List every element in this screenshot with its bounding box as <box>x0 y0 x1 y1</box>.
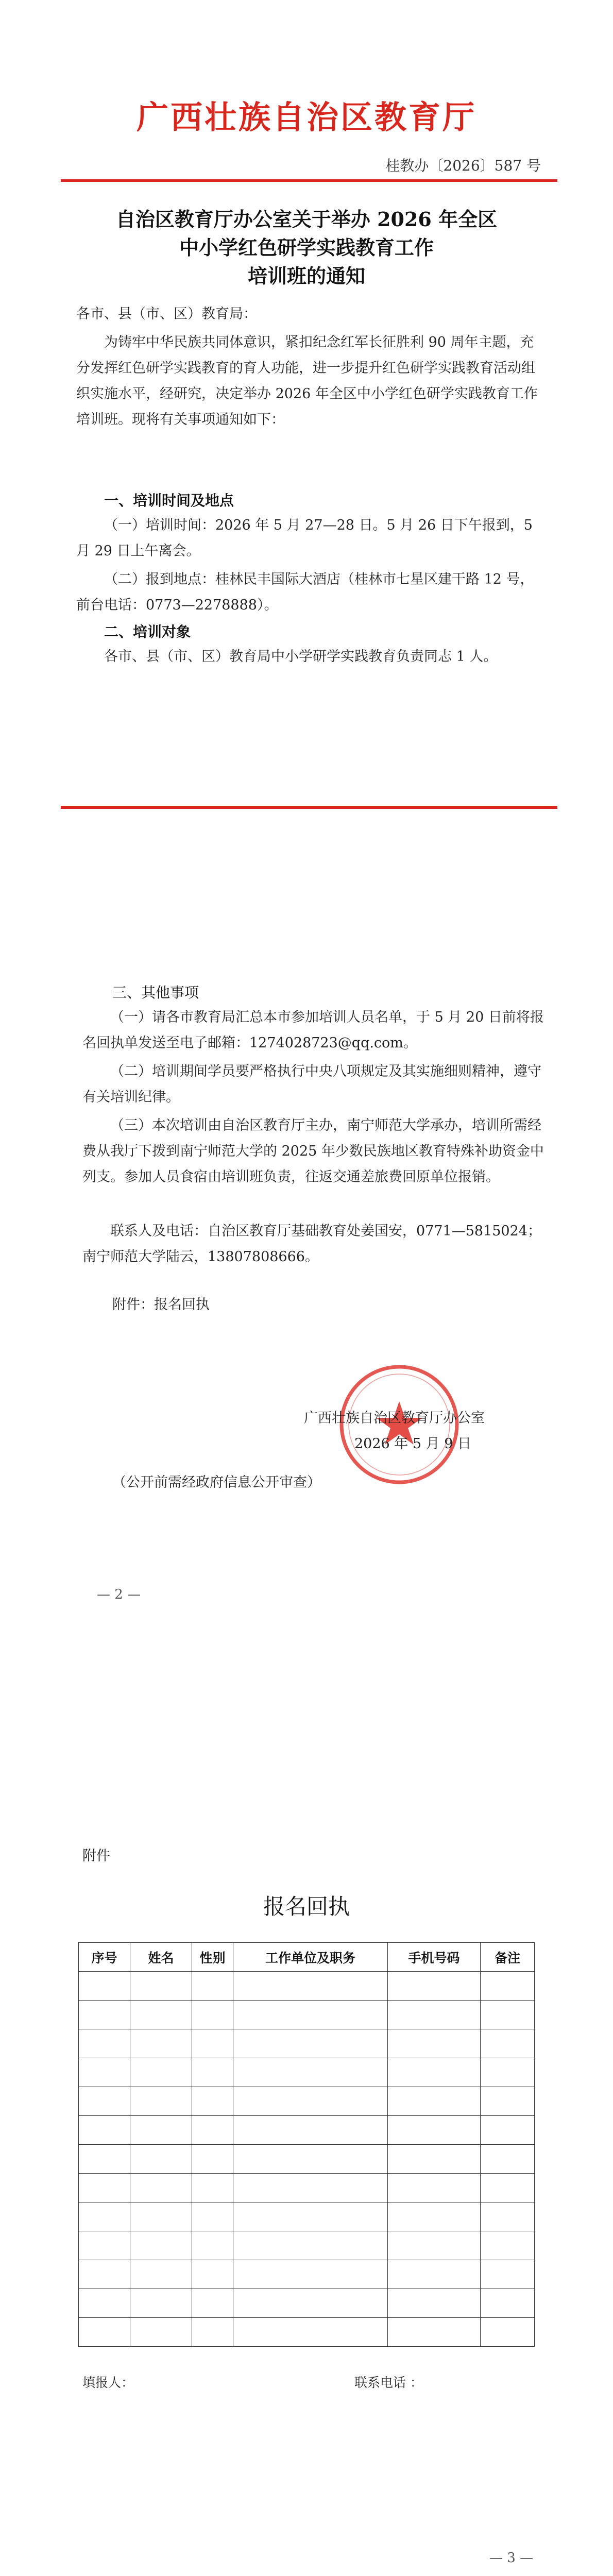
table-cell[interactable] <box>388 2116 481 2145</box>
table-cell[interactable] <box>130 2174 192 2202</box>
page-number-2: — 2 — <box>97 1587 141 1602</box>
table-cell[interactable] <box>192 2318 233 2347</box>
table-cell[interactable] <box>481 2202 535 2231</box>
table-cell[interactable] <box>130 2001 192 2029</box>
table-cell[interactable] <box>233 2145 388 2174</box>
table-row <box>79 2116 535 2145</box>
table-row <box>79 1972 535 2001</box>
table-cell[interactable] <box>192 2174 233 2202</box>
table-cell[interactable] <box>388 2001 481 2029</box>
table-row <box>79 2318 535 2347</box>
table-row <box>79 2202 535 2231</box>
table-cell[interactable] <box>388 1972 481 2001</box>
table-cell[interactable] <box>192 2202 233 2231</box>
column-header: 序号 <box>79 1943 130 1972</box>
table-row <box>79 2029 535 2058</box>
table-cell[interactable] <box>481 2231 535 2260</box>
table-cell[interactable] <box>388 2087 481 2116</box>
table-cell[interactable] <box>388 2145 481 2174</box>
table-cell[interactable] <box>233 2289 388 2318</box>
table-cell[interactable] <box>481 2087 535 2116</box>
masthead-title: 广西壮族自治区教育厅 <box>136 98 476 136</box>
section-1-item-1: （一）培训时间：2026 年 5 月 27—28 日。5 月 26 日下午报到，5 月 29 日上午离会。 <box>76 517 533 559</box>
section-2-text: 各市、县（市、区）教育局中小学研学实践教育负责同志 1 人。 <box>104 649 498 665</box>
table-cell[interactable] <box>130 2116 192 2145</box>
table-cell[interactable] <box>233 2116 388 2145</box>
table-cell[interactable] <box>481 1972 535 2001</box>
table-cell[interactable] <box>388 2231 481 2260</box>
table-cell[interactable] <box>481 2289 535 2318</box>
table-cell[interactable] <box>233 2058 388 2087</box>
table-cell[interactable] <box>388 2318 481 2347</box>
table-cell[interactable] <box>233 2202 388 2231</box>
table-row <box>79 2289 535 2318</box>
table-cell[interactable] <box>481 2058 535 2087</box>
table-cell[interactable] <box>388 2289 481 2318</box>
table-cell[interactable] <box>130 2145 192 2174</box>
table-cell[interactable] <box>79 2145 130 2174</box>
signature-date: 2026 年 5 月 9 日 <box>354 1436 471 1452</box>
notice-title-line-1: 自治区教育厅办公室关于举办 2026 年全区 <box>115 208 498 231</box>
table-header-row <box>79 1943 535 1972</box>
table-cell[interactable] <box>388 2058 481 2087</box>
table-cell[interactable] <box>192 1972 233 2001</box>
table-row <box>79 2231 535 2260</box>
column-header: 备注 <box>481 1943 535 1972</box>
table-cell[interactable] <box>130 2202 192 2231</box>
page-number-3: — 3 — <box>489 2550 534 2566</box>
page-divider-red-rule <box>61 806 557 809</box>
table-row <box>79 2260 535 2289</box>
section-3-item-2: （二）培训期间学员要严格执行中央八项规定及其实施细则精神，遵守有关培训纪律。 <box>82 1063 541 1105</box>
table-cell[interactable] <box>192 2231 233 2260</box>
table-cell[interactable] <box>79 1972 130 2001</box>
table-cell[interactable] <box>192 2058 233 2087</box>
table-cell[interactable] <box>233 2087 388 2116</box>
table-cell[interactable] <box>481 2318 535 2347</box>
disclosure-note: （公开前需经政府信息公开审查） <box>112 1475 321 1490</box>
section-3-item-1: （一）请各市教育局汇总本市参加培训人员名单，于 5 月 20 日前将报名回执单发送至电子邮箱：1274028723@qq.com。 <box>82 1009 544 1051</box>
table-cell[interactable] <box>233 2174 388 2202</box>
table-cell[interactable] <box>481 2260 535 2289</box>
table-cell[interactable] <box>79 2116 130 2145</box>
filler-label: 填报人： <box>82 2375 134 2390</box>
table-cell[interactable] <box>130 2260 192 2289</box>
table-cell[interactable] <box>233 2260 388 2289</box>
table-cell[interactable] <box>192 2001 233 2029</box>
table-cell[interactable] <box>481 2029 535 2058</box>
table-cell[interactable] <box>192 2029 233 2058</box>
table-cell[interactable] <box>79 2318 130 2347</box>
table-row <box>79 2174 535 2202</box>
table-cell[interactable] <box>192 2145 233 2174</box>
table-cell[interactable] <box>481 2145 535 2174</box>
table-row <box>79 2001 535 2029</box>
section-3-heading: 三、其他事项 <box>112 984 199 1001</box>
attachment-note: 附件：报名回执 <box>112 1297 210 1313</box>
section-2-heading: 二、培训对象 <box>104 623 191 640</box>
table-cell[interactable] <box>79 2202 130 2231</box>
table-cell[interactable] <box>233 2029 388 2058</box>
registration-form-table <box>78 1942 535 2347</box>
table-cell[interactable] <box>130 2058 192 2087</box>
section-1-heading: 一、培训时间及地点 <box>104 492 234 509</box>
table-row <box>79 2145 535 2174</box>
table-cell[interactable] <box>130 2318 192 2347</box>
table-cell[interactable] <box>192 2087 233 2116</box>
table-row <box>79 2087 535 2116</box>
table-cell[interactable] <box>233 2318 388 2347</box>
table-cell[interactable] <box>79 2260 130 2289</box>
table-cell[interactable] <box>388 2029 481 2058</box>
document-number: 桂教办〔2026〕587 号 <box>385 157 541 174</box>
table-cell[interactable] <box>192 2289 233 2318</box>
notice-title-line-2: 中小学红色研学实践教育工作 <box>179 236 434 259</box>
table-cell[interactable] <box>130 2231 192 2260</box>
table-cell[interactable] <box>233 1972 388 2001</box>
table-cell[interactable] <box>79 2289 130 2318</box>
table-cell[interactable] <box>233 2001 388 2029</box>
column-header: 工作单位及职务 <box>233 1943 388 1972</box>
table-cell[interactable] <box>233 2231 388 2260</box>
table-cell[interactable] <box>130 2289 192 2318</box>
section-3-item-3: （三）本次培训由自治区教育厅主办，南宁师范大学承办，培训所需经费从我厅下拨到南宁师范大学的 2025 年少数民族地区教育特殊补助资金中列支。参加人员食宿由培训班负责，往返交通差旅费回原单位报销。 <box>82 1117 544 1185</box>
table-cell[interactable] <box>192 2116 233 2145</box>
table-cell[interactable] <box>388 2202 481 2231</box>
table-cell[interactable] <box>130 2087 192 2116</box>
table-cell[interactable] <box>79 2231 130 2260</box>
table-cell[interactable] <box>79 2058 130 2087</box>
table-cell[interactable] <box>388 2174 481 2202</box>
table-cell[interactable] <box>130 2029 192 2058</box>
contact-phone-label: 联系电话 ： <box>354 2375 423 2390</box>
notice-title-line-3: 培训班的通知 <box>247 264 365 287</box>
table-cell[interactable] <box>192 2260 233 2289</box>
table-cell[interactable] <box>79 2174 130 2202</box>
table-cell[interactable] <box>481 2174 535 2202</box>
form-title: 报名回执 <box>263 1894 350 1919</box>
column-header: 性别 <box>192 1943 233 1972</box>
column-header: 手机号码 <box>388 1943 481 1972</box>
table-cell[interactable] <box>79 2001 130 2029</box>
table-cell[interactable] <box>130 1972 192 2001</box>
column-header: 姓名 <box>130 1943 192 1972</box>
attachment-label: 附件 <box>82 1848 110 1864</box>
table-cell[interactable] <box>481 2116 535 2145</box>
masthead-red-rule <box>61 179 557 182</box>
table-cell[interactable] <box>79 2029 130 2058</box>
signature-organization: 广西壮族自治区教育厅办公室 <box>304 1410 485 1426</box>
salutation: 各市、县（市、区）教育局： <box>76 306 257 322</box>
table-cell[interactable] <box>481 2001 535 2029</box>
intro-paragraph: 为铸牢中华民族共同体意识，紧扣纪念红军长征胜利 90 周年主题，充分发挥红色研学实践教育的育人功能，进一步提升红色研学实践教育活动组织实施水平，经研究，决定举办 2026 年全区中小学红色研学实践教育工作培训班。现将有关事项通知如下： <box>76 334 538 428</box>
section-1-item-2: （二）报到地点：桂林民丰国际大酒店（桂林市七星区建干路 12 号，前台电话：0773—2278888）。 <box>76 571 534 613</box>
table-cell[interactable] <box>79 2087 130 2116</box>
table-row <box>79 2058 535 2087</box>
contact-info: 联系人及电话：自治区教育厅基础教育处姜国安，0771—5815024；南宁师范大学陆云，13807808666。 <box>82 1223 541 1265</box>
table-cell[interactable] <box>388 2260 481 2289</box>
